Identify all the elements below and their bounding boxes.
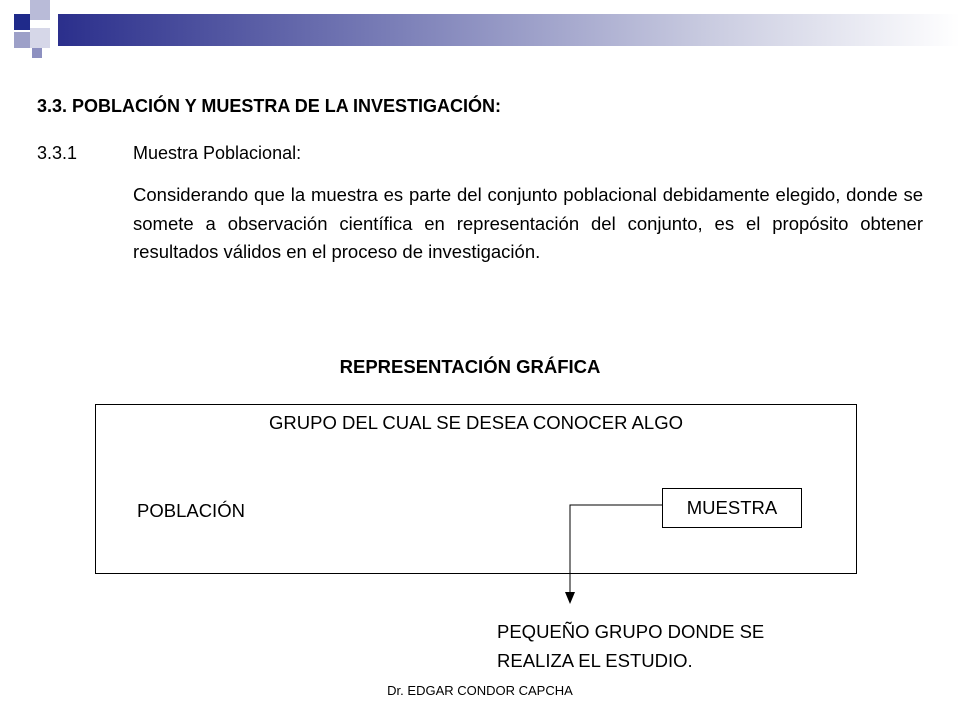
diagram-title: REPRESENTACIÓN GRÁFICA: [339, 356, 601, 377]
small-group-description: [497, 617, 764, 675]
small-group-line-2: REALIZA EL ESTUDIO.: [497, 650, 693, 671]
subsection-number: 3.3.1: [37, 143, 78, 163]
subsection-title: Muestra Poblacional:: [133, 143, 302, 163]
population-label: POBLACIÓN: [137, 500, 245, 521]
small-group-line-1: PEQUEÑO GRUPO DONDE SE: [497, 621, 765, 642]
sample-box: MUESTRA: [662, 488, 802, 528]
body-paragraph: Considerando que la muestra es parte del conjunto poblacional debidamente elegido, donde se somete a observación científica en representación del conjunto, es el propósito obtener resultados válidos en el proceso de investigación.: [133, 184, 923, 262]
arrow-head-icon: [565, 592, 575, 604]
group-label: GRUPO DEL CUAL SE DESEA CONOCER ALGO: [269, 412, 683, 433]
footer-author: Dr. EDGAR CONDOR CAPCHA: [387, 683, 573, 698]
section-heading: 3.3. POBLACIÓN Y MUESTRA DE LA INVESTIGACIÓN:: [37, 96, 502, 116]
connector-line: [570, 505, 662, 596]
